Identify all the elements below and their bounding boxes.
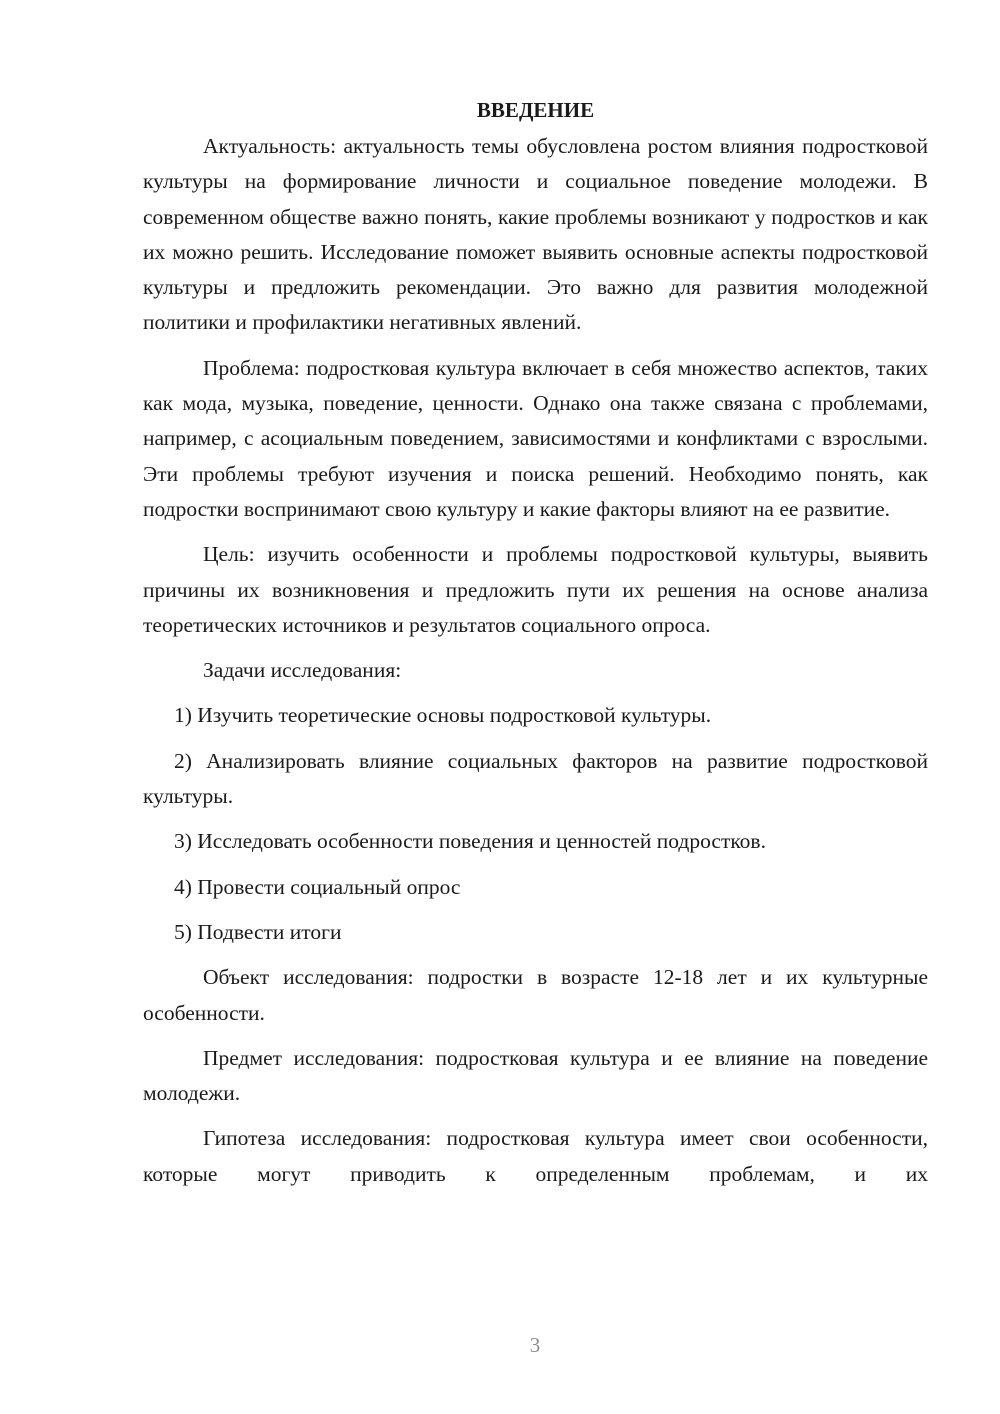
paragraph-subject: Предмет исследования: подростковая культура и ее влияние на поведение молодежи.	[143, 1045, 928, 1106]
paragraph-goal: Цель: изучить особенности и проблемы подростковой культуры, выявить причины их возникновения и предложить пути их решения на основе анализа теоретических источников и результатов социального опроса.	[143, 542, 928, 637]
page-number: 3	[529, 1333, 541, 1357]
paragraph-problem: Проблема: подростковая культура включает в себя множество аспектов, таких как мода, музыка, поведение, ценности. Однако она также связана с проблемами, например, с асоциальным поведением, зависимостями и конфликтами с взрослыми. Эти проблемы требуют изучения и поиска решений. Необходимо понять, как подростки воспринимают свою культуру и какие факторы влияют на ее развитие.	[143, 355, 928, 521]
paragraph-relevance: Актуальность: актуальность темы обусловлена ростом влияния подростковой культуры на формирование личности и социальное поведение молодежи. В современном обществе важно понять, какие проблемы возникают у подростков и как их можно решить. Исследование поможет выявить основные аспекты подростковой культуры и предложить рекомендации. Это важно для развития молодежной политики и профилактики негативных явлений.	[143, 134, 928, 335]
paragraph-hypothesis: Гипотеза исследования: подростковая культура имеет свои особенности, которые могут приводить к определенным проблемам, и их	[143, 1126, 928, 1186]
tasks-heading: Задачи исследования:	[203, 658, 402, 683]
task-item-3: 3) Исследовать особенности поведения и ценностей подростков.	[174, 829, 766, 854]
paragraph-object: Объект исследования: подростки в возрасте 12-18 лет и их культурные особенности.	[143, 965, 928, 1025]
document-page	[143, 95, 928, 1202]
task-item-5: 5) Подвести итоги	[174, 919, 342, 944]
section-title: ВВЕДЕНИЕ	[476, 98, 595, 122]
task-item-2: 2) Анализировать влияние социальных факторов на развитие подростковой культуры.	[143, 748, 928, 809]
task-item-4: 4) Провести социальный опрос	[174, 874, 461, 899]
task-item-1: 1) Изучить теоретические основы подростковой культуры.	[174, 703, 712, 728]
